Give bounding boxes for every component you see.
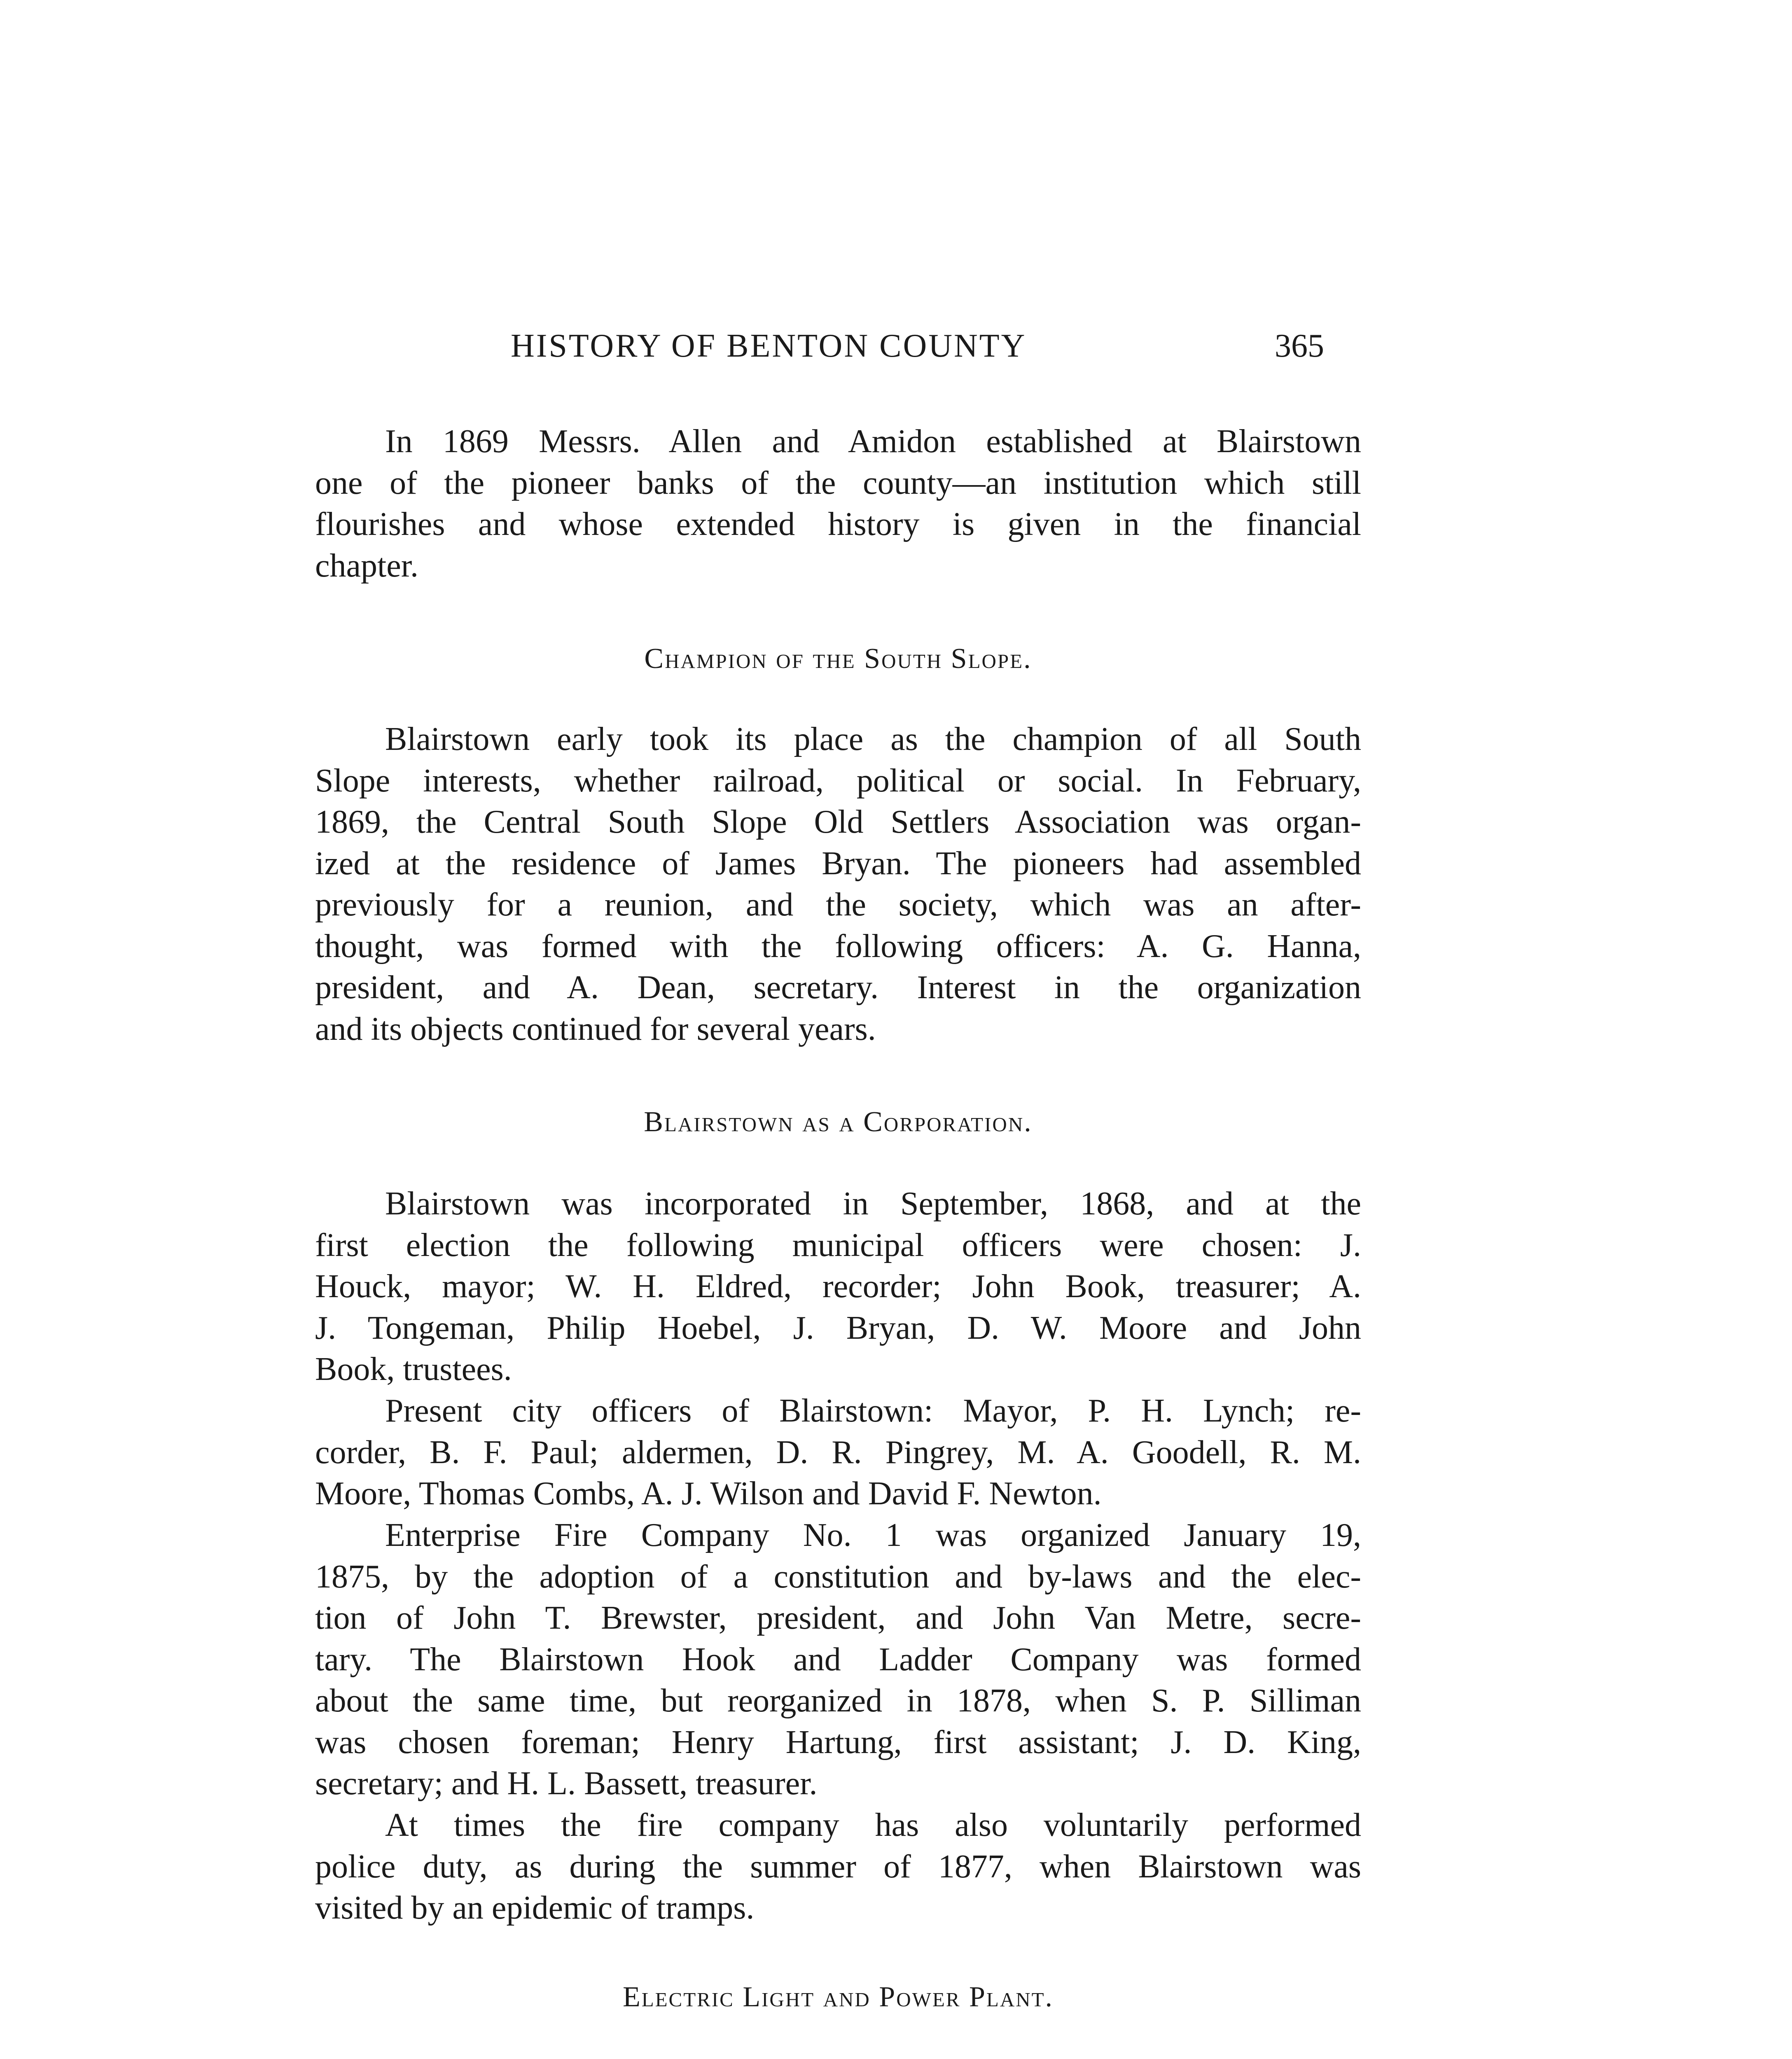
text-line: ized at the residence of James Bryan. The pioneers had assembled [315,845,1361,882]
section-heading-champion: Champion of the South Slope. [644,643,1032,675]
paragraph-police-duty [315,1805,1361,1929]
text-line: 1875, by the adoption of a constitution and by-laws and the elec- [315,1558,1361,1595]
text-line: corder, B. F. Paul; aldermen, D. R. Pingrey, M. A. Goodell, R. M. [315,1434,1361,1471]
text-line: Houck, mayor; W. H. Eldred, recorder; John Book, treasurer; A. [315,1268,1361,1305]
text-line: one of the pioneer banks of the county—an institution which still [315,465,1361,501]
text-line: Present city officers of Blairstown: Mayor, P. H. Lynch; re- [385,1393,1361,1429]
text-line: At times the fire company has also voluntarily performed [385,1807,1361,1843]
text-line: about the same time, but reorganized in 1878, when S. P. Silliman [315,1683,1361,1719]
text-line: first election the following municipal officers were chosen: J. [315,1227,1361,1263]
text-line: Enterprise Fire Company No. 1 was organized January 19, [385,1517,1361,1553]
text-line: flourishes and whose extended history is given in the financial [315,506,1361,542]
text-line: tion of John T. Brewster, president, and John Van Metre, secre- [315,1600,1361,1636]
text-line: tary. The Blairstown Hook and Ladder Company was formed [315,1641,1361,1678]
text-line: 1869, the Central South Slope Old Settlers Association was organ- [315,804,1361,840]
text-line: was chosen foreman; Henry Hartung, first assistant; J. D. King, [315,1724,1361,1760]
text-line: Book, trustees. [315,1351,512,1387]
paragraph-incorporated [315,1183,1361,1390]
text-line: thought, was formed with the following officers: A. G. Hanna, [315,928,1361,964]
text-line: Slope interests, whether railroad, political or social. In February, [315,762,1361,799]
text-line: previously for a reunion, and the society, which was an after- [315,887,1361,923]
section-heading-corporation: Blairstown as a Corporation. [644,1106,1033,1138]
text-line: visited by an epidemic of tramps. [315,1890,755,1926]
paragraph-officers [315,1390,1361,1515]
paragraph-banks [315,421,1361,586]
text-line: secretary; and H. L. Bassett, treasurer. [315,1765,818,1802]
text-line: Moore, Thomas Combs, A. J. Wilson and David F. Newton. [315,1475,1102,1512]
paragraph-fire-company [315,1515,1361,1805]
page-number: 365 [1275,328,1324,364]
text-line: and its objects continued for several years. [315,1011,876,1047]
running-head: HISTORY OF BENTON COUNTY [511,328,1027,364]
text-line: president, and A. Dean, secretary. Interest in the organization [315,969,1361,1006]
text-line: chapter. [315,547,418,584]
text-line: Blairstown early took its place as the champion of all South [385,721,1361,757]
text-line: J. Tongeman, Philip Hoebel, J. Bryan, D. W. Moore and John [315,1310,1361,1346]
paragraph-champion [315,719,1361,1050]
text-line: Blairstown was incorporated in September, 1868, and at the [385,1186,1361,1222]
section-heading-electric: Electric Light and Power Plant. [622,1981,1054,2013]
text-line: In 1869 Messrs. Allen and Amidon established at Blairstown [385,423,1361,460]
text-line: police duty, as during the summer of 1877, when Blairstown was [315,1848,1361,1885]
